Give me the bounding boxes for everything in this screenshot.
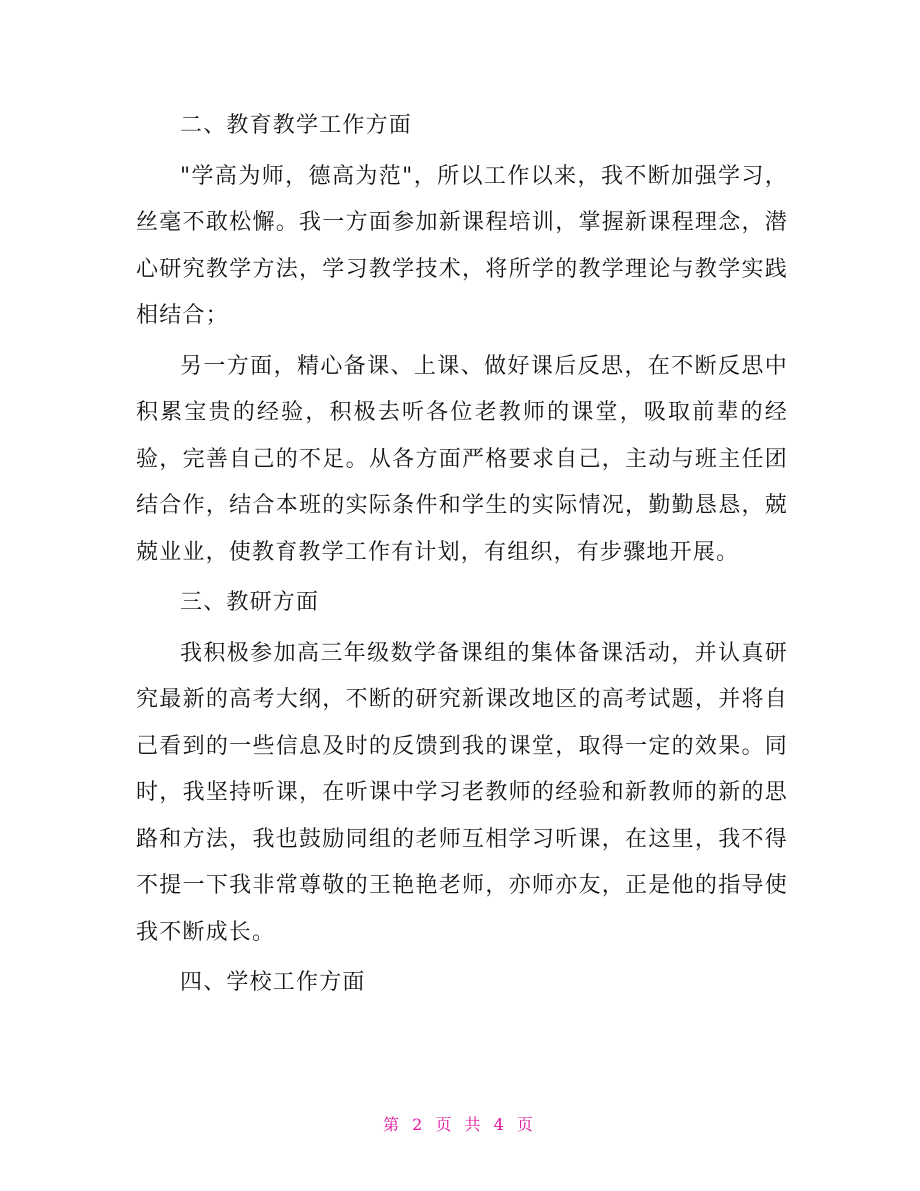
paragraph-learning: "学高为师，德高为范"，所以工作以来，我不断加强学习，丝毫不敢松懈。我一方面参加新课程培训，掌握新课程理念，潜心研究教学方法，学习教学技术，将所学的教学理论与教学实践相结合； xyxy=(136,163,788,328)
section-heading-research: 三、教研方面 xyxy=(180,590,320,615)
paragraph-preparation: 另一方面，精心备课、上课、做好课后反思，在不断反思中积累宝贵的经验，积极去听各位老教师的课堂，吸取前辈的经验，完善自己的不足。从各方面严格要求自己，主动与班主任团结合作，结合本班的实际条件和学生的实际情况，勤勤恳恳，兢兢业业，使教育教学工作有计划，有组织，有步骤地开展。 xyxy=(136,353,788,565)
paragraph-research: 我积极参加高三年级数学备课组的集体备课活动，并认真研究最新的高考大纲，不断的研究新课改地区的高考试题，并将自己看到的一些信息及时的反馈到我的课堂，取得一定的效果。同时，我坚持听课，在听课中学习老教师的经验和新教师的新的思路和方法，我也鼓励同组的老师互相学习听课，在这里，我不得不提一下我非常尊敬的王艳艳老师，亦师亦友，正是他的指导使我不断成长。 xyxy=(136,640,788,945)
section-heading-school-work: 四、学校工作方面 xyxy=(180,970,366,995)
page-number-footer: 第 2 页 共 4 页 xyxy=(383,1115,537,1134)
section-heading-education-teaching: 二、教育教学工作方面 xyxy=(180,113,413,138)
document-body xyxy=(136,103,788,1007)
